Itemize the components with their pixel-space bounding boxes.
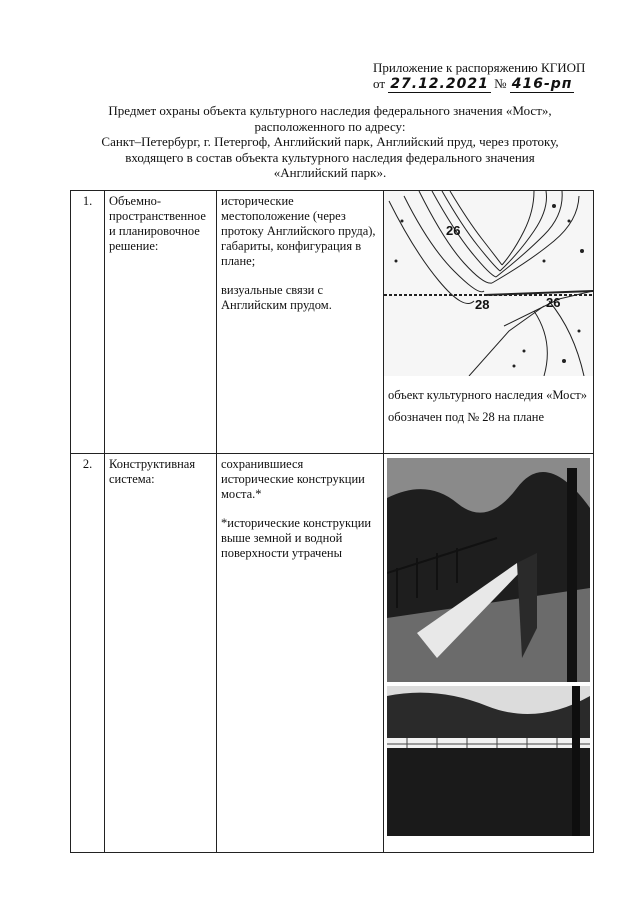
order-prefix: от	[373, 76, 386, 91]
description-text: сохранившиеся исторические конструкции моста.*	[221, 457, 365, 501]
title-line-1: Предмет охраны объекта культурного наследия федерального значения «Мост»,	[108, 103, 552, 118]
description-text: исторические местоположение (через протоку Английского пруда), габариты, конфигурация в плане;	[221, 194, 376, 268]
description-text: визуальные связи с Английским прудом.	[221, 283, 332, 312]
title-line-5: «Английский парк».	[273, 165, 387, 180]
order-number: 416-рп	[511, 76, 573, 92]
appendix-title: Приложение к распоряжению КГИОП	[373, 60, 586, 75]
description-note: *исторические конструкции выше земной и водной поверхности утрачены	[221, 516, 372, 560]
row-name: Конструктивная система:	[105, 454, 217, 853]
title-line-2: расположенного по адресу:	[254, 118, 406, 134]
row-name: Объемно-пространственное и планировочное решение:	[105, 191, 217, 454]
photo-cell	[384, 454, 594, 853]
appendix-header	[373, 60, 585, 92]
map-label-26-right: 26	[546, 295, 561, 310]
map-cell	[384, 191, 594, 454]
table-row	[71, 454, 594, 853]
title-line-4: входящего в состав объекта культурного наследия федерального значения	[125, 149, 535, 165]
bridge-photo-2	[387, 686, 590, 836]
map-label-26: 26	[446, 223, 461, 238]
site-plan-map	[384, 191, 593, 376]
map-label-28: 28	[475, 297, 490, 312]
row-number: 1.	[71, 191, 105, 454]
row-description	[217, 454, 384, 853]
document-title	[80, 103, 580, 181]
table-row	[71, 191, 594, 454]
map-caption: объект культурного наследия «Мост» обозначен под № 28 на плане	[388, 388, 587, 424]
order-reference	[373, 76, 585, 92]
order-date: 27.12.2021	[390, 76, 489, 92]
bridge-photo-1	[387, 458, 590, 682]
protection-subject-table	[70, 190, 594, 853]
title-line-3: Санкт–Петербург, г. Петергоф, Английский парк, Английский пруд, через протоку,	[101, 134, 559, 149]
order-number-sign: №	[494, 76, 507, 91]
row-number: 2.	[71, 454, 105, 853]
row-description	[217, 191, 384, 454]
